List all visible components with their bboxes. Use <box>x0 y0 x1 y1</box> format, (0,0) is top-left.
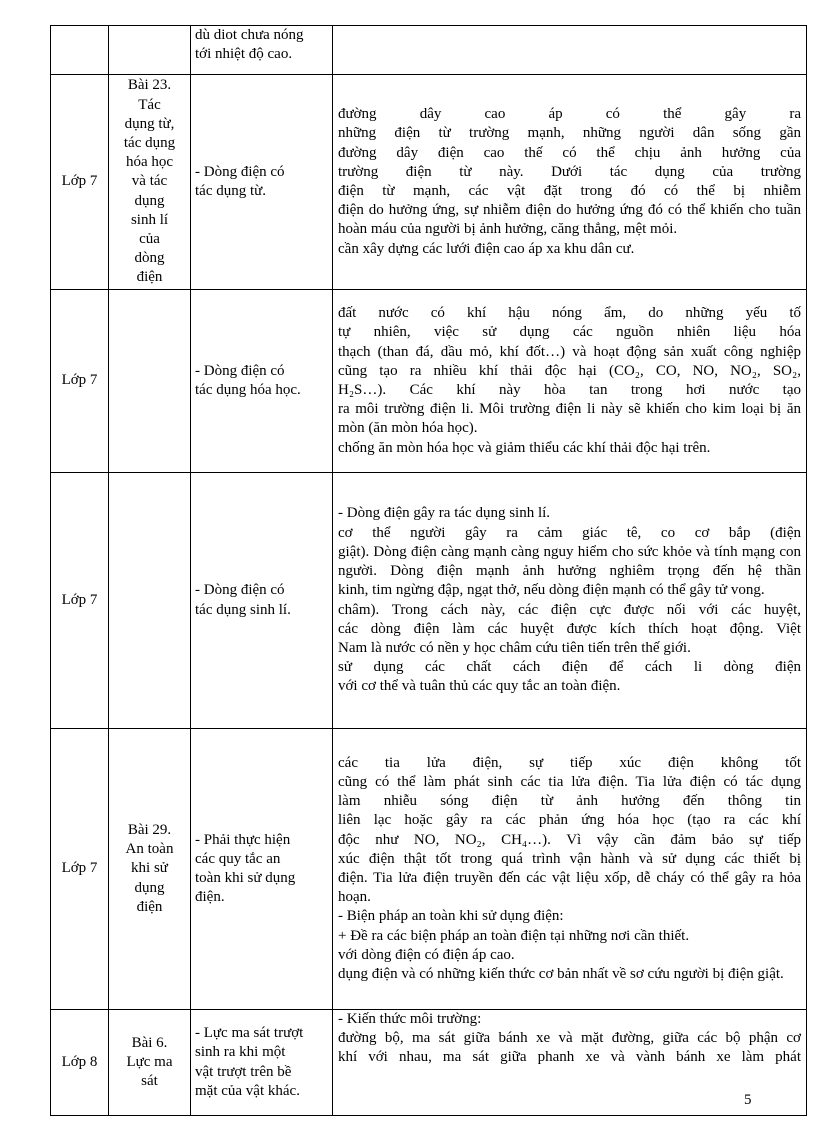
topic-cell: - Dòng điện có tác dụng sinh lí. <box>191 473 333 729</box>
content-paragraph: chống ăn mòn hóa học và giảm thiểu các khí thải độc hại trên. <box>338 439 711 456</box>
content-paragraph: - Kiến thức môi trường: <box>338 1011 482 1027</box>
content-paragraph: - Biện pháp an toàn khi sử dụng điện: <box>338 908 564 925</box>
topic-cell: - Phải thực hiện các quy tắc an toàn khi sử dụng điện. <box>191 729 333 1010</box>
content-paragraph: các tia lửa điện, sự tiếp xúc điện không tốt cũng có thể làm phát sinh các tia lửa điện. Tia lửa điện có tác dụng làm nhiễu sóng điện từ ảnh hưởng đến thông tin liên lạc hoặc gây ra các phản ứng hóa học (tạo ra các khí độc như NO, NO₂, CH₄…). Vì vậy cần đảm bảo sự tiếp xúc điện thật tốt trong quá trình vận hành và sử dụng các thiết bị điện. Tia lửa điện truyền đến các vật liệu xốp, dễ cháy có thể gây ra hỏa hoạn. <box>338 754 801 906</box>
lesson-cell <box>109 26 191 75</box>
table-row <box>51 75 807 290</box>
content-paragraph: đường bộ, ma sát giữa bánh xe và mặt đường, giữa các bộ phận cơ khí với nhau, ma sát giữa phanh xe và vành bánh xe làm phát <box>338 1030 801 1066</box>
content-cell <box>333 75 807 290</box>
table-row <box>51 290 807 473</box>
content-paragraph: đường dây cao áp có thể gây ra những điện từ trường mạnh, những người dân sống gần đường dây điện cao thế có thể chịu ảnh hưởng của trường điện từ này. Dưới tác dụng của trường điện từ mạnh, các vật đặt trong đó có thể bị nhiễm điện do hưởng ứng, sự nhiễm điện do hưởng ứng đó có thể khiến cho tuần hoàn máu của người bị ảnh hưởng, căng thẳng, mệt mỏi. <box>338 106 801 238</box>
content-paragraph: cần xây dựng các lưới điện cao áp xa khu dân cư. <box>338 240 635 257</box>
table-row <box>51 1010 807 1116</box>
content-cell <box>333 473 807 729</box>
grade-cell: Lớp 8 <box>51 1010 109 1116</box>
content-table <box>50 25 807 1116</box>
grade-cell: Lớp 7 <box>51 75 109 290</box>
lesson-cell: Bài 29. An toàn khi sử dụng điện <box>109 729 191 1010</box>
grade-cell: Lớp 7 <box>51 729 109 1010</box>
content-paragraph: cơ thể người gây ra cảm giác tê, co cơ bắp (điện giật). Dòng điện càng mạnh càng nguy hiểm cho sức khỏe và tính mạng con người. Dòng điện mạnh ảnh hưởng nghiêm trọng đến hệ thần kinh, tim ngừng đập, ngạt thở, nếu dòng điện mạnh có thể gây tử vong. <box>338 524 801 599</box>
lesson-cell <box>109 473 191 729</box>
content-cell <box>333 1010 807 1116</box>
content-cell <box>333 290 807 473</box>
page-number: 5 <box>744 1092 752 1108</box>
content-cell <box>333 26 807 75</box>
content-paragraph: + Đề ra các biện pháp an toàn điện tại những nơi cần thiết. <box>338 927 690 944</box>
table-row <box>51 26 807 75</box>
grade-cell: Lớp 7 <box>51 473 109 729</box>
lesson-cell <box>109 290 191 473</box>
table-row <box>51 729 807 1010</box>
content-paragraph: - Dòng điện gây ra tác dụng sinh lí. <box>338 505 551 522</box>
content-cell <box>333 729 807 1010</box>
content-paragraph: đất nước có khí hậu nóng ẩm, do những yếu tố tự nhiên, việc sử dụng các nguồn nhiên liệu hóa thạch (than đá, dầu mỏ, khí đốt…) và hoạt động sản xuất công nghiệp cũng tạo ra nhiều khí thải độc hại (CO₂, CO, NO, NO₂, SO₂, H₂S…). Các khí này hòa tan trong hơi nước tạo ra môi trường điện li. Môi trường điện li này sẽ khiến cho kim loại bị ăn mòn (ăn mòn hóa học). <box>338 305 801 437</box>
topic-cell: - Dòng điện có tác dụng từ. <box>191 75 333 290</box>
table-row <box>51 473 807 729</box>
content-paragraph: dụng điện và có những kiến thức cơ bản nhất về sơ cứu người bị điện giật. <box>338 966 784 983</box>
topic-cell: - Lực ma sát trượt sinh ra khi một vật trượt trên bề mặt của vật khác. <box>191 1010 333 1116</box>
content-paragraph: châm). Trong cách này, các điện cực được nối với các huyệt, các dòng điện làm các huyệt được kích thích hoạt động. Việt Nam là nước có nền y học châm cứu tiên tiến trên thế giới. <box>338 601 801 656</box>
grade-cell <box>51 26 109 75</box>
content-paragraph: sử dụng các chất cách điện để cách li dòng điện với cơ thể và tuân thủ các quy tắc an toàn điện. <box>338 659 801 695</box>
topic-cell: dù diot chưa nóng tới nhiệt độ cao. <box>191 26 333 75</box>
lesson-cell: Bài 23. Tác dụng từ, tác dụng hóa học và tác dụng sinh lí của dòng điện <box>109 75 191 290</box>
topic-cell: - Dòng điện có tác dụng hóa học. <box>191 290 333 473</box>
content-paragraph: với dòng điện có điện áp cao. <box>338 946 515 963</box>
grade-cell: Lớp 7 <box>51 290 109 473</box>
lesson-cell: Bài 6. Lực ma sát <box>109 1010 191 1116</box>
